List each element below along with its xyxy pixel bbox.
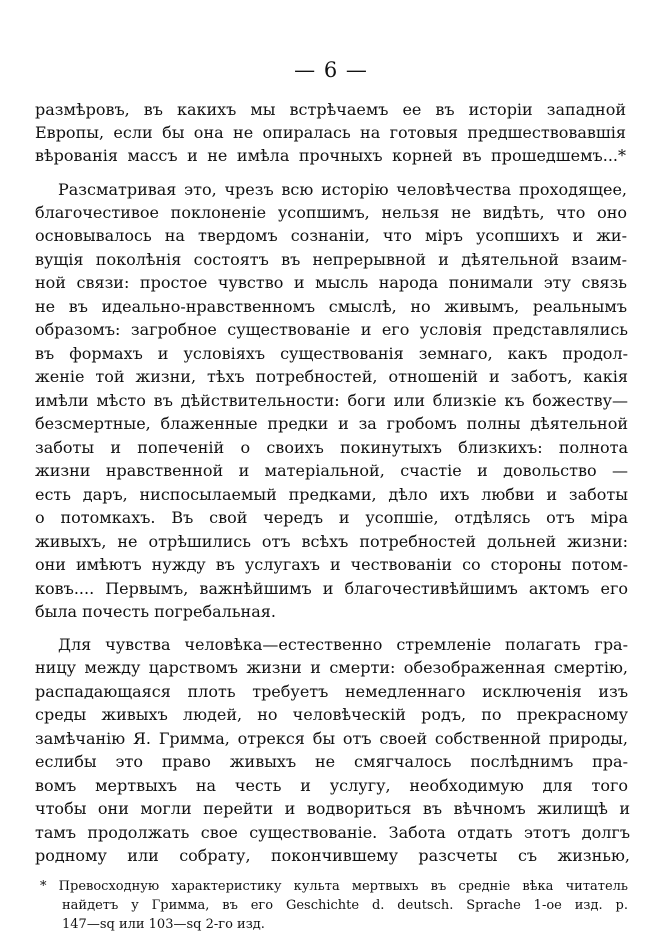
text-line: родному или собрату, покончившему разсчеты съ жизнью,: [35, 846, 630, 865]
footnote-line: * Превосходную характеристику культа мертвыхъ въ средніе вѣка читатель: [40, 879, 628, 894]
text-line: въ формахъ и условіяхъ существованія земнаго, какъ продол-: [35, 344, 628, 363]
text-line: вѣрованія массъ и не имѣла прочныхъ корней въ прошедшемъ...*: [35, 146, 626, 165]
text-line: тамъ продолжать свое существованіе. Забота отдать этотъ долгъ: [35, 823, 630, 842]
text-line: чтобы они могли перейти и водвориться въ вѣчномъ жилищѣ и: [35, 799, 630, 818]
text-line: среды живыхъ людей, но человѣческій родъ, по прекрасному: [35, 705, 628, 724]
text-line: благочестивое поклоненіе усопшимъ, нельзя не видѣть, что оно: [35, 203, 627, 222]
text-line: образомъ: загробное существованіе и его условія представлялись: [35, 320, 628, 339]
text-line: еслибы это право живыхъ не смягчалось послѣднимъ пра-: [35, 752, 628, 771]
text-line: ницу между царствомъ жизни и смерти: обезображенная смертію,: [35, 658, 628, 677]
text-line: ковъ.... Первымъ, важнѣйшимъ и благочестивѣйшимъ актомъ его: [35, 579, 628, 598]
text-line: имѣли мѣсто въ дѣйствительности: боги или близкіе къ божеству—: [35, 391, 628, 410]
text-line: о потомкахъ. Въ свой чередъ и усопшіе, отдѣлясь отъ міра: [35, 508, 628, 527]
text-line: вомъ мертвыхъ на честь и услугу, необходимую для того: [35, 776, 628, 795]
text-line: замѣчанію Я. Гримма, отрекся бы отъ своей собственной природы,: [35, 729, 628, 748]
text-line: живыхъ, не отрѣшились отъ всѣхъ потребностей дольней жизни:: [35, 532, 628, 551]
text-line: заботы и попеченій о своихъ покинутыхъ близкихъ: полнота: [35, 438, 628, 457]
text-line: жизни нравственной и матеріальной, счастіе и довольство —: [35, 461, 628, 480]
text-line: размѣровъ, въ какихъ мы встрѣчаемъ ее въ исторіи западной: [35, 100, 626, 119]
text-line: женіе той жизни, тѣхъ потребностей, отношеній и заботъ, какія: [35, 367, 628, 386]
text-line: безсмертные, блаженные предки и за гробомъ полны дѣятельной: [35, 414, 628, 433]
text-line: Для чувства человѣка—естественно стремленіе полагать гра-: [58, 635, 628, 654]
text-line: распадающаяся плоть требуетъ немедленнаго исключенія изъ: [35, 682, 628, 701]
text-line: Европы, если бы она не опиралась на готовыя предшествовавшія: [35, 123, 626, 142]
text-line: Разсматривая это, чрезъ всю исторію человѣчества проходящее,: [58, 180, 627, 199]
text-line: не въ идеально-нравственномъ смыслѣ, но живымъ, реальнымъ: [35, 297, 627, 316]
text-line: основывалось на твердомъ сознаніи, что міръ усопшихъ и жи-: [35, 226, 627, 245]
text-line: они имѣютъ нужду въ услугахъ и чествованіи со стороны потом-: [35, 555, 628, 574]
footnote-line: найдетъ у Гримма, въ его Geschichte d. deutsch. Sprache 1-ое изд. р.: [62, 898, 628, 913]
text-line: была почесть погребальная.: [35, 602, 276, 621]
text-line: ной связи: простое чувство и мысль народа понимали эту связь: [35, 273, 627, 292]
text-line: есть даръ, ниспосылаемый предками, дѣло ихъ любви и заботы: [35, 485, 628, 504]
text-line: вущія поколѣнія состоятъ въ непрерывной и дѣятельной взаим-: [35, 250, 627, 269]
page-number: — 6 —: [294, 58, 368, 82]
footnote-line: 147—sq или 103—sq 2-го изд.: [62, 917, 265, 932]
